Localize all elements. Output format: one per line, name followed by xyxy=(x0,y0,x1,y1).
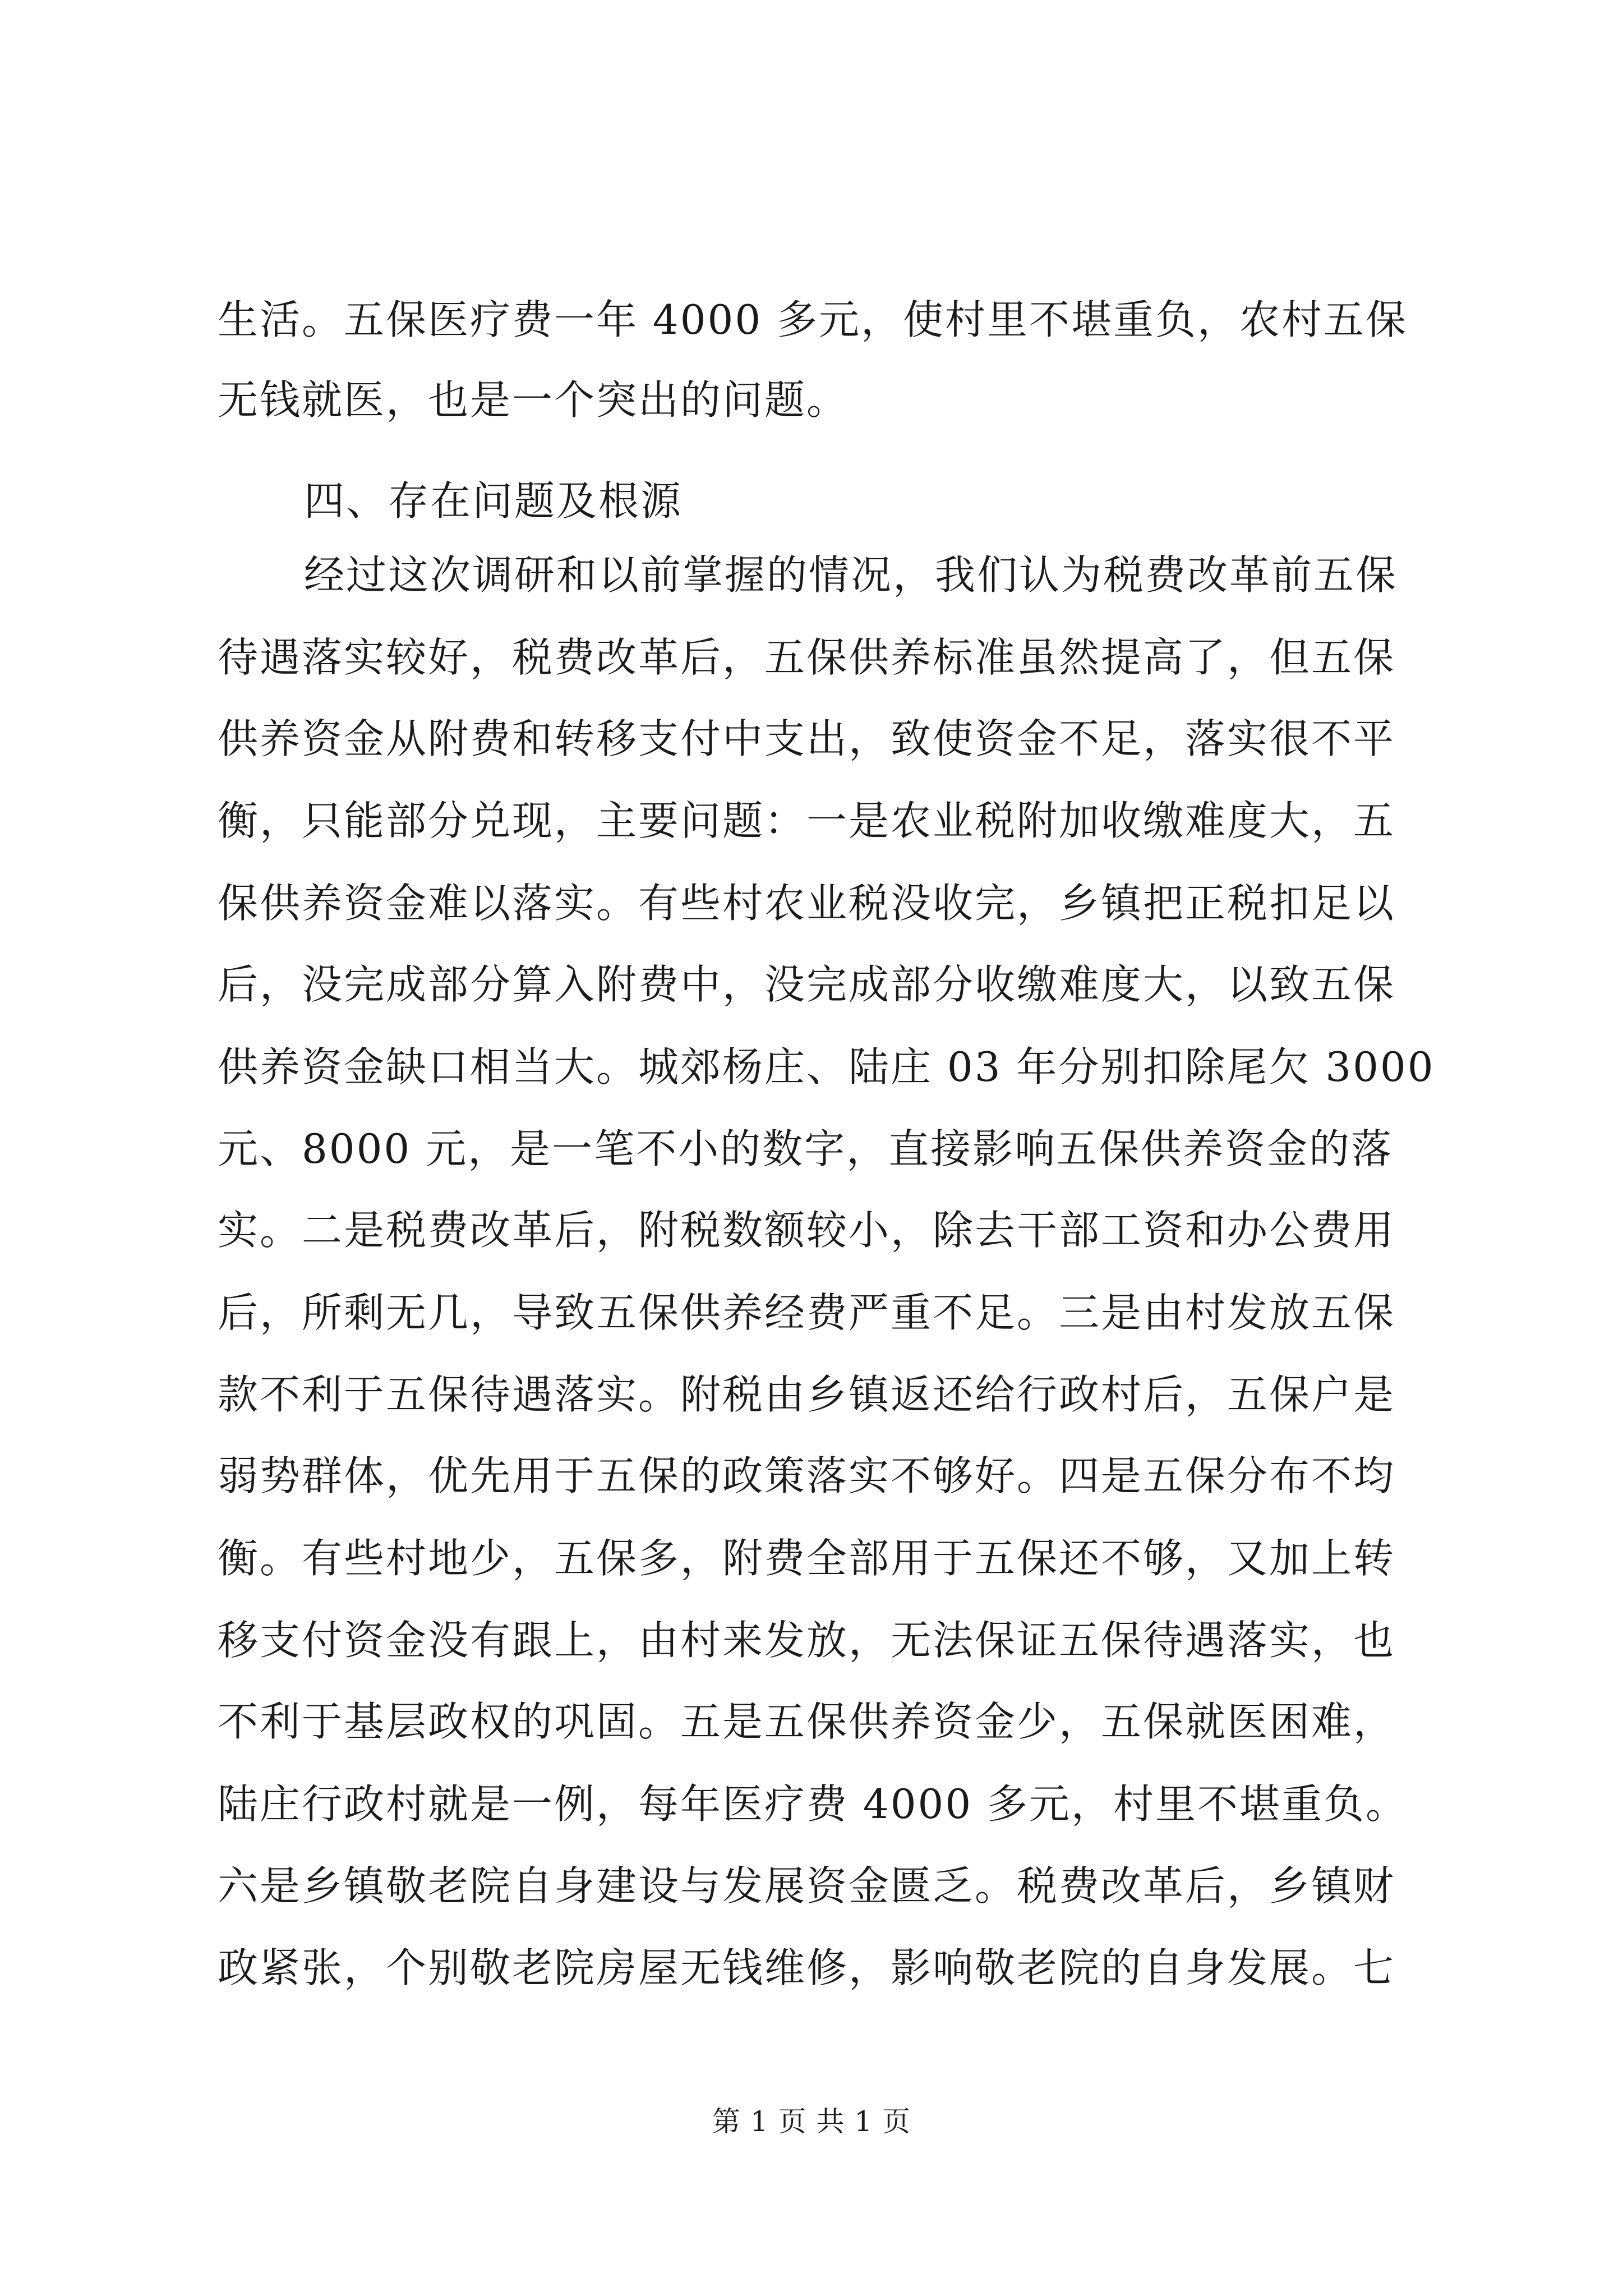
text-line: 衡。有些村地少，五保多，附费全部用于五保还不够，又加上转 xyxy=(218,1535,1396,1582)
text-line: 不利于基层政权的巩固。五是五保供养资金少，五保就医困难， xyxy=(218,1698,1396,1745)
text-line: 生活。五保医疗费一年 4000 多元，使村里不堪重负，农村五保 xyxy=(218,296,1408,343)
text-line: 陆庄行政村就是一例，每年医疗费 4000 多元，村里不堪重负。 xyxy=(218,1780,1408,1828)
text-line: 经过这次调研和以前掌握的情况，我们认为税费改革前五保 xyxy=(304,551,1398,599)
text-line: 款不利于五保待遇落实。附税由乡镇返还给行政村后，五保户是 xyxy=(218,1371,1396,1418)
page-footer: 第 1 页 共 1 页 xyxy=(712,2105,911,2138)
text-line: 供养资金从附费和转移支付中支出，致使资金不足，落实很不平 xyxy=(218,715,1396,762)
text-line: 衡，只能部分兑现，主要问题：一是农业税附加收缴难度大，五 xyxy=(218,797,1396,844)
text-line: 后，没完成部分算入附费中，没完成部分收缴难度大，以致五保 xyxy=(218,961,1396,1008)
text-line: 移支付资金没有跟上，由村来发放，无法保证五保待遇落实，也 xyxy=(218,1617,1396,1664)
text-line: 待遇落实较好，税费改革后，五保供养标准虽然提高了，但五保 xyxy=(218,634,1396,681)
text-line: 实。二是税费改革后，附税数额较小，除去干部工资和办公费用 xyxy=(218,1207,1396,1254)
text-line: 六是乡镇敬老院自身建设与发展资金匮乏。税费改革后，乡镇财 xyxy=(218,1862,1396,1910)
text-line: 政紧张，个别敬老院房屋无钱维修，影响敬老院的自身发展。七 xyxy=(218,1944,1396,1991)
text-line: 无钱就医，也是一个突出的问题。 xyxy=(218,376,849,424)
section-heading: 四、存在问题及根源 xyxy=(304,477,683,524)
text-line: 弱势群体，优先用于五保的政策落实不够好。四是五保分布不均 xyxy=(218,1452,1396,1499)
text-line: 后，所剩无几，导致五保供养经费严重不足。三是由村发放五保 xyxy=(218,1289,1396,1336)
text-line: 保供养资金难以落实。有些村农业税没收完，乡镇把正税扣足以 xyxy=(218,880,1396,927)
text-line: 元、8000 元，是一笔不小的数字，直接影响五保供养资金的落 xyxy=(218,1125,1394,1172)
text-line: 供养资金缺口相当大。城郊杨庄、陆庄 03 年分别扣除尾欠 3000 xyxy=(218,1043,1435,1091)
